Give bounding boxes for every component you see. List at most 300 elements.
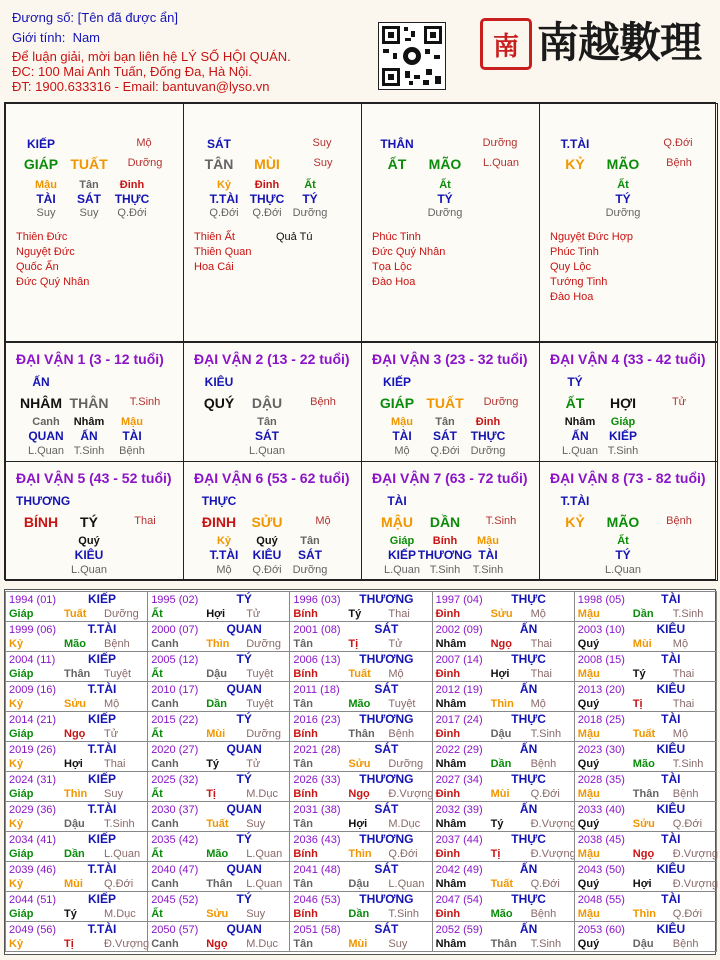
shen-sha: Quả Tú [276,231,313,243]
year-cell [432,711,575,742]
year-cell [289,621,432,652]
year-star: SÁT [374,802,399,816]
hidden-stem: Canh [32,416,60,428]
dai-van-cell [539,461,718,581]
hidden-state: L.Quan [383,564,421,576]
year-star: QUAN [226,922,262,936]
pillar-branch: MÃO [428,156,462,172]
year-state: Thai [530,638,552,650]
hidden-state: Dưỡng [605,207,641,219]
dai-van-stem: KỶ [565,514,585,530]
year-label: 2048 (55) [577,894,625,906]
year-state: Suy [246,818,266,830]
shen-sha: Đào Hoa [550,291,594,303]
hidden-state: Suy [36,207,56,219]
year-stem: Canh [151,938,179,950]
year-state: M.Dục [246,938,278,950]
year-branch: Dậu [348,878,370,890]
dai-van-stem: ẤT [565,395,585,411]
year-branch: Thìn [348,848,372,860]
year-branch: Thìn [64,788,88,800]
year-star: THƯƠNG [359,592,414,606]
pillar-cell [5,103,184,342]
year-stem: Ất [151,668,163,680]
year-label: 2029 (36) [9,804,57,816]
year-branch: Mùi [632,638,652,650]
year-branch: Dần [64,848,85,860]
hidden-state: Q.Đới [430,445,460,457]
year-state: Tuyệt [388,698,416,710]
year-star: ẤN [519,802,538,816]
year-stem: Quý [577,698,600,710]
header [0,0,720,100]
hidden-state: T.Sinh [73,445,105,457]
hidden-star: TÝ [437,192,453,206]
year-cell [147,741,290,772]
dai-van-cell [5,461,184,581]
year-label: 2035 (42) [151,834,199,846]
hidden-state: Dưỡng [427,207,463,219]
year-state: Thai [672,698,695,710]
hidden-state: Q.Đới [117,207,147,219]
year-state: L.Quan [104,848,141,860]
hidden-star: KIẾP [387,548,416,562]
year-state: Mộ [672,638,689,650]
year-stem: Bính [293,728,318,740]
year-branch: Dần [348,908,370,920]
year-star: KIÊU [656,622,686,636]
year-label: 1997 (04) [435,594,483,606]
seal-icon [480,18,532,70]
shen-sha: Đào Hoa [372,276,416,288]
year-label: 2051 (58) [293,924,341,936]
year-branch: Dậu [632,938,654,950]
year-branch: Mùi [64,878,83,890]
year-star: T.TÀI [87,862,117,876]
hidden-stem: Giáp [610,416,636,428]
year-star: TÝ [236,832,252,846]
year-branch: Ngọ [64,728,86,740]
pillar-state: Suy [313,157,333,169]
pillar-cell [183,103,362,342]
year-star: KIÊU [656,682,686,696]
year-star: ẤN [519,922,538,936]
year-branch: Mão [206,848,229,860]
hidden-stem: Tân [300,535,320,547]
dai-van-title: ĐẠI VẬN 1 (3 - 12 tuổi) [16,351,164,367]
hidden-star: TÀI [478,548,498,562]
year-branch: Thìn [206,638,230,650]
dai-van-state: Tử [671,396,687,408]
year-label: 2038 (45) [577,834,625,846]
year-cell [574,621,717,652]
year-stem: Kỷ [9,878,24,890]
year-cell [5,741,148,772]
dai-van-star: TÀI [387,494,407,508]
year-branch: Mão [632,758,655,770]
year-cell [432,591,575,622]
year-cell [289,591,432,622]
year-stem: Kỷ [9,938,24,950]
year-cell [289,891,432,922]
hidden-star: SÁT [433,429,457,443]
hidden-state: Dưỡng [292,564,328,576]
year-star: QUAN [226,682,262,696]
shen-sha: Thiên Đức [16,231,68,243]
hidden-state: Dưỡng [292,207,328,219]
hidden-state: Dưỡng [470,445,506,457]
year-stem: Kỷ [9,758,24,770]
hidden-state: T.Sinh [472,564,504,576]
year-label: 2019 (26) [9,744,57,756]
year-star: KIẾP [87,892,116,906]
year-branch: Thân [206,878,233,890]
year-label: 1999 (06) [9,624,57,636]
year-star: ẤN [519,682,538,696]
year-branch: Dậu [490,728,512,740]
year-star: THỰC [511,892,546,906]
dai-van-branch: MÃO [606,514,640,530]
year-label: 2011 (18) [293,684,340,696]
year-label: 2034 (41) [9,834,57,846]
dai-van-cell [361,461,540,581]
year-stem: Bính [293,908,318,920]
year-label: 2047 (54) [435,894,483,906]
dai-van-star: THỰC [201,494,237,508]
year-branch: Tuất [490,878,513,890]
year-state: Thai [530,668,552,680]
year-stem: Đinh [435,608,461,620]
year-branch: Dậu [206,668,227,680]
year-branch: Tị [64,938,74,950]
year-label: 2053 (60) [577,924,625,936]
year-state: Tuyệt [246,698,274,710]
year-label: 2009 (16) [9,684,57,696]
year-state: Suy [388,938,408,950]
year-star: TÀI [661,832,681,846]
dai-van-stem: GIÁP [379,395,415,411]
year-stem: Nhâm [435,938,467,950]
year-cell [147,591,290,622]
hidden-star: SÁT [298,548,322,562]
hidden-star: TÀI [392,429,412,443]
year-cell [574,801,717,832]
year-label: 2049 (56) [9,924,57,936]
year-cell [289,921,432,952]
year-star: ẤN [519,742,538,756]
year-state: M.Dục [388,818,421,830]
year-state: Thai [672,668,695,680]
year-cell [5,771,148,802]
year-star: TÀI [661,772,681,786]
hidden-stem: Ất [439,179,451,191]
year-cell [574,711,717,742]
pillar-star: T.TÀI [560,137,590,151]
year-star: ẤN [519,622,538,636]
gender-line [12,30,100,46]
hidden-state: Q.Đới [252,564,282,576]
dai-van-state: Dưỡng [483,396,519,408]
year-cell [574,771,717,802]
year-stem: Bính [293,668,318,680]
year-branch: Tị [632,698,643,710]
qr-code-icon[interactable] [378,22,446,90]
shen-sha: Quy Lộc [550,261,591,273]
year-stem: Mậu [577,728,600,740]
year-state: Bệnh [530,758,557,770]
hidden-stem: Tân [435,416,455,428]
year-state: L.Quan [246,878,283,890]
year-state: Dưỡng [246,728,281,740]
year-star: T.TÀI [87,922,117,936]
year-label: 2030 (37) [151,804,199,816]
dai-van-stem: ĐINH [201,514,237,530]
dai-van-state: Bệnh [666,515,692,527]
year-stem: Canh [151,818,179,830]
year-stem: Canh [151,878,179,890]
pillar-star-state: Q.Đới [663,137,693,149]
year-cell [432,891,575,922]
hidden-stem: Nhâm [564,416,596,428]
year-star: THỰC [511,652,546,666]
year-label: 2025 (32) [151,774,199,786]
year-branch: Tý [490,818,504,830]
yearly-table [4,589,716,955]
year-label: 2008 (15) [577,654,625,666]
year-state: Tuyệt [104,668,132,680]
year-cell [5,681,148,712]
dai-van-branch: TÝ [80,514,98,530]
year-branch: Tuất [632,728,656,740]
year-label: 2031 (38) [293,804,341,816]
year-cell [289,831,432,862]
year-stem: Đinh [435,848,461,860]
hidden-star: T.TÀI [209,548,239,562]
year-star: QUAN [226,802,262,816]
hidden-stem: Kỷ [216,535,232,547]
hidden-state: Suy [79,207,99,219]
year-branch: Tý [632,668,646,680]
year-star: SÁT [374,742,399,756]
hidden-stem: Ất [617,179,629,191]
hidden-star: TÀI [122,429,142,443]
year-branch: Sửu [64,698,87,710]
year-label: 2033 (40) [577,804,625,816]
year-stem: Quý [577,878,600,890]
chart-grid [4,102,716,580]
hidden-star: TÝ [615,548,631,562]
shen-sha: Đức Quý Nhân [16,276,90,288]
year-stem: Canh [151,638,179,650]
year-star: KIẾP [87,652,116,666]
year-label: 2022 (29) [435,744,483,756]
year-cell [5,591,148,622]
year-state: T.Sinh [672,608,704,620]
year-stem: Nhâm [435,698,467,710]
year-star: TÝ [236,772,252,786]
shen-sha: Hoa Cái [194,261,234,273]
year-branch: Thân [490,938,517,950]
year-cell [289,651,432,682]
year-star: SÁT [374,862,399,876]
year-state: Q.Đới [104,878,134,890]
dai-van-branch: DẬU [251,395,283,411]
year-stem: Quý [577,938,600,950]
year-cell [289,861,432,892]
shen-sha: Tọa Lộc [372,261,412,273]
hidden-state: T.Sinh [607,445,639,457]
year-state: T.Sinh [530,728,562,740]
pillar-branch: TUẤT [70,156,108,172]
year-label: 2005 (12) [151,654,199,666]
year-cell [5,711,148,742]
hidden-star: KIÊU [74,548,104,562]
year-stem: Nhâm [435,638,467,650]
year-stem: Canh [151,698,179,710]
year-branch: Mão [348,698,371,710]
year-state: T.Sinh [388,908,419,920]
year-stem: Mậu [577,668,600,680]
year-state: Dưỡng [246,638,281,650]
year-label: 2000 (07) [151,624,199,636]
year-stem: Ất [151,848,163,860]
year-state: Đ.Vượng [104,938,150,950]
year-state: Bệnh [672,788,699,800]
year-cell [147,621,290,652]
year-star: THỰC [511,712,546,726]
year-cell [432,741,575,772]
year-cell [147,891,290,922]
year-cell [147,681,290,712]
hidden-state: L.Quan [561,445,599,457]
year-stem: Ất [151,908,163,920]
year-state: Mộ [530,608,546,620]
hidden-star: THỰC [249,192,285,206]
hidden-stem: Quý [256,535,278,547]
year-branch: Thân [632,788,660,800]
year-state: Đ.Vượng [530,818,576,830]
dai-van-branch: TUẤT [426,395,464,411]
year-state: Q.Đới [672,908,703,920]
hidden-star: THỰC [114,192,150,206]
pillar-cell [539,103,718,342]
year-star: TÀI [661,712,681,726]
hidden-stem: Kỷ [216,179,232,191]
year-state: L.Quan [388,878,425,890]
shen-sha: Phúc Tinh [372,231,421,243]
year-star: SÁT [374,622,399,636]
year-branch: Thân [348,728,375,740]
year-branch: Mùi [490,788,510,800]
year-state: Mộ [672,728,689,740]
year-branch: Mùi [206,728,226,740]
year-star: TÝ [236,712,252,726]
year-star: KIÊU [656,862,686,876]
year-state: Bệnh [104,638,130,650]
year-stem: Ất [151,608,163,620]
pillar-stem: ẤT [387,156,407,172]
pillar-star: SÁT [207,137,231,151]
year-state: T.Sinh [672,758,704,770]
year-branch: Hợi [490,668,510,680]
year-state: Đ.Vượng [388,788,434,800]
year-cell [432,921,575,952]
year-branch: Sửu [490,608,513,620]
year-stem: Giáp [9,608,34,620]
year-stem: Quý [577,638,600,650]
year-state: Mộ [104,698,120,710]
year-cell [147,771,290,802]
pillar-star: THÂN [380,137,414,151]
year-branch: Hợi [632,878,652,890]
year-cell [5,651,148,682]
year-label: 2039 (46) [9,864,57,876]
hidden-stem: Mậu [391,416,413,428]
year-label: 2040 (47) [151,864,199,876]
year-stem: Ất [151,728,163,740]
year-cell [5,921,148,952]
year-star: ẤN [519,862,538,876]
year-star: KIÊU [656,742,686,756]
year-stem: Giáp [9,728,34,740]
year-branch: Thìn [490,698,514,710]
year-label: 2041 (48) [293,864,341,876]
shen-sha: Thiên Ất [194,231,235,243]
hidden-stem: Giáp [389,535,415,547]
shen-sha: Phúc Tinh [550,246,599,258]
year-star: THỰC [511,592,546,606]
year-cell [574,741,717,772]
year-state: Bệnh [388,728,415,740]
address-line: ĐC: 100 Mai Anh Tuấn, Đống Đa, Hà Nội. [12,64,252,79]
year-label: 2016 (23) [293,714,341,726]
year-branch: Tị [490,848,501,860]
year-cell [147,651,290,682]
hidden-star: ẤN [80,429,98,443]
hidden-star: SÁT [77,192,101,206]
year-star: TÀI [661,652,681,666]
year-label: 2046 (53) [293,894,341,906]
phone-email-line[interactable]: ĐT: 1900.633316 - Email: bantuvan@lyso.vn [12,79,270,94]
year-star: SÁT [374,682,399,696]
year-branch: Mão [490,908,513,920]
dai-van-state: Thai [134,515,156,527]
year-stem: Kỷ [9,818,24,830]
year-cell [574,831,717,862]
year-stem: Tân [293,698,313,710]
year-star: TÝ [236,652,252,666]
year-cell [432,861,575,892]
dai-van-star: KIÊU [204,375,234,389]
year-cell [432,801,575,832]
gender-value: Nam [72,30,101,45]
dai-van-branch: DẦN [429,514,461,530]
year-stem: Ất [151,788,163,800]
year-cell [574,651,717,682]
pillar-star: KIẾP [26,137,55,151]
year-stem: Tân [293,938,313,950]
hidden-star: T.TÀI [209,192,239,206]
hidden-stem: Đinh [475,416,501,428]
year-cell [289,681,432,712]
year-branch: Tị [206,788,216,800]
year-cell [289,801,432,832]
year-stem: Đinh [435,728,461,740]
year-star: QUAN [226,622,262,636]
year-label: 2028 (35) [577,774,625,786]
pillar-cell [361,103,540,342]
hidden-stem: Mậu [35,179,57,191]
